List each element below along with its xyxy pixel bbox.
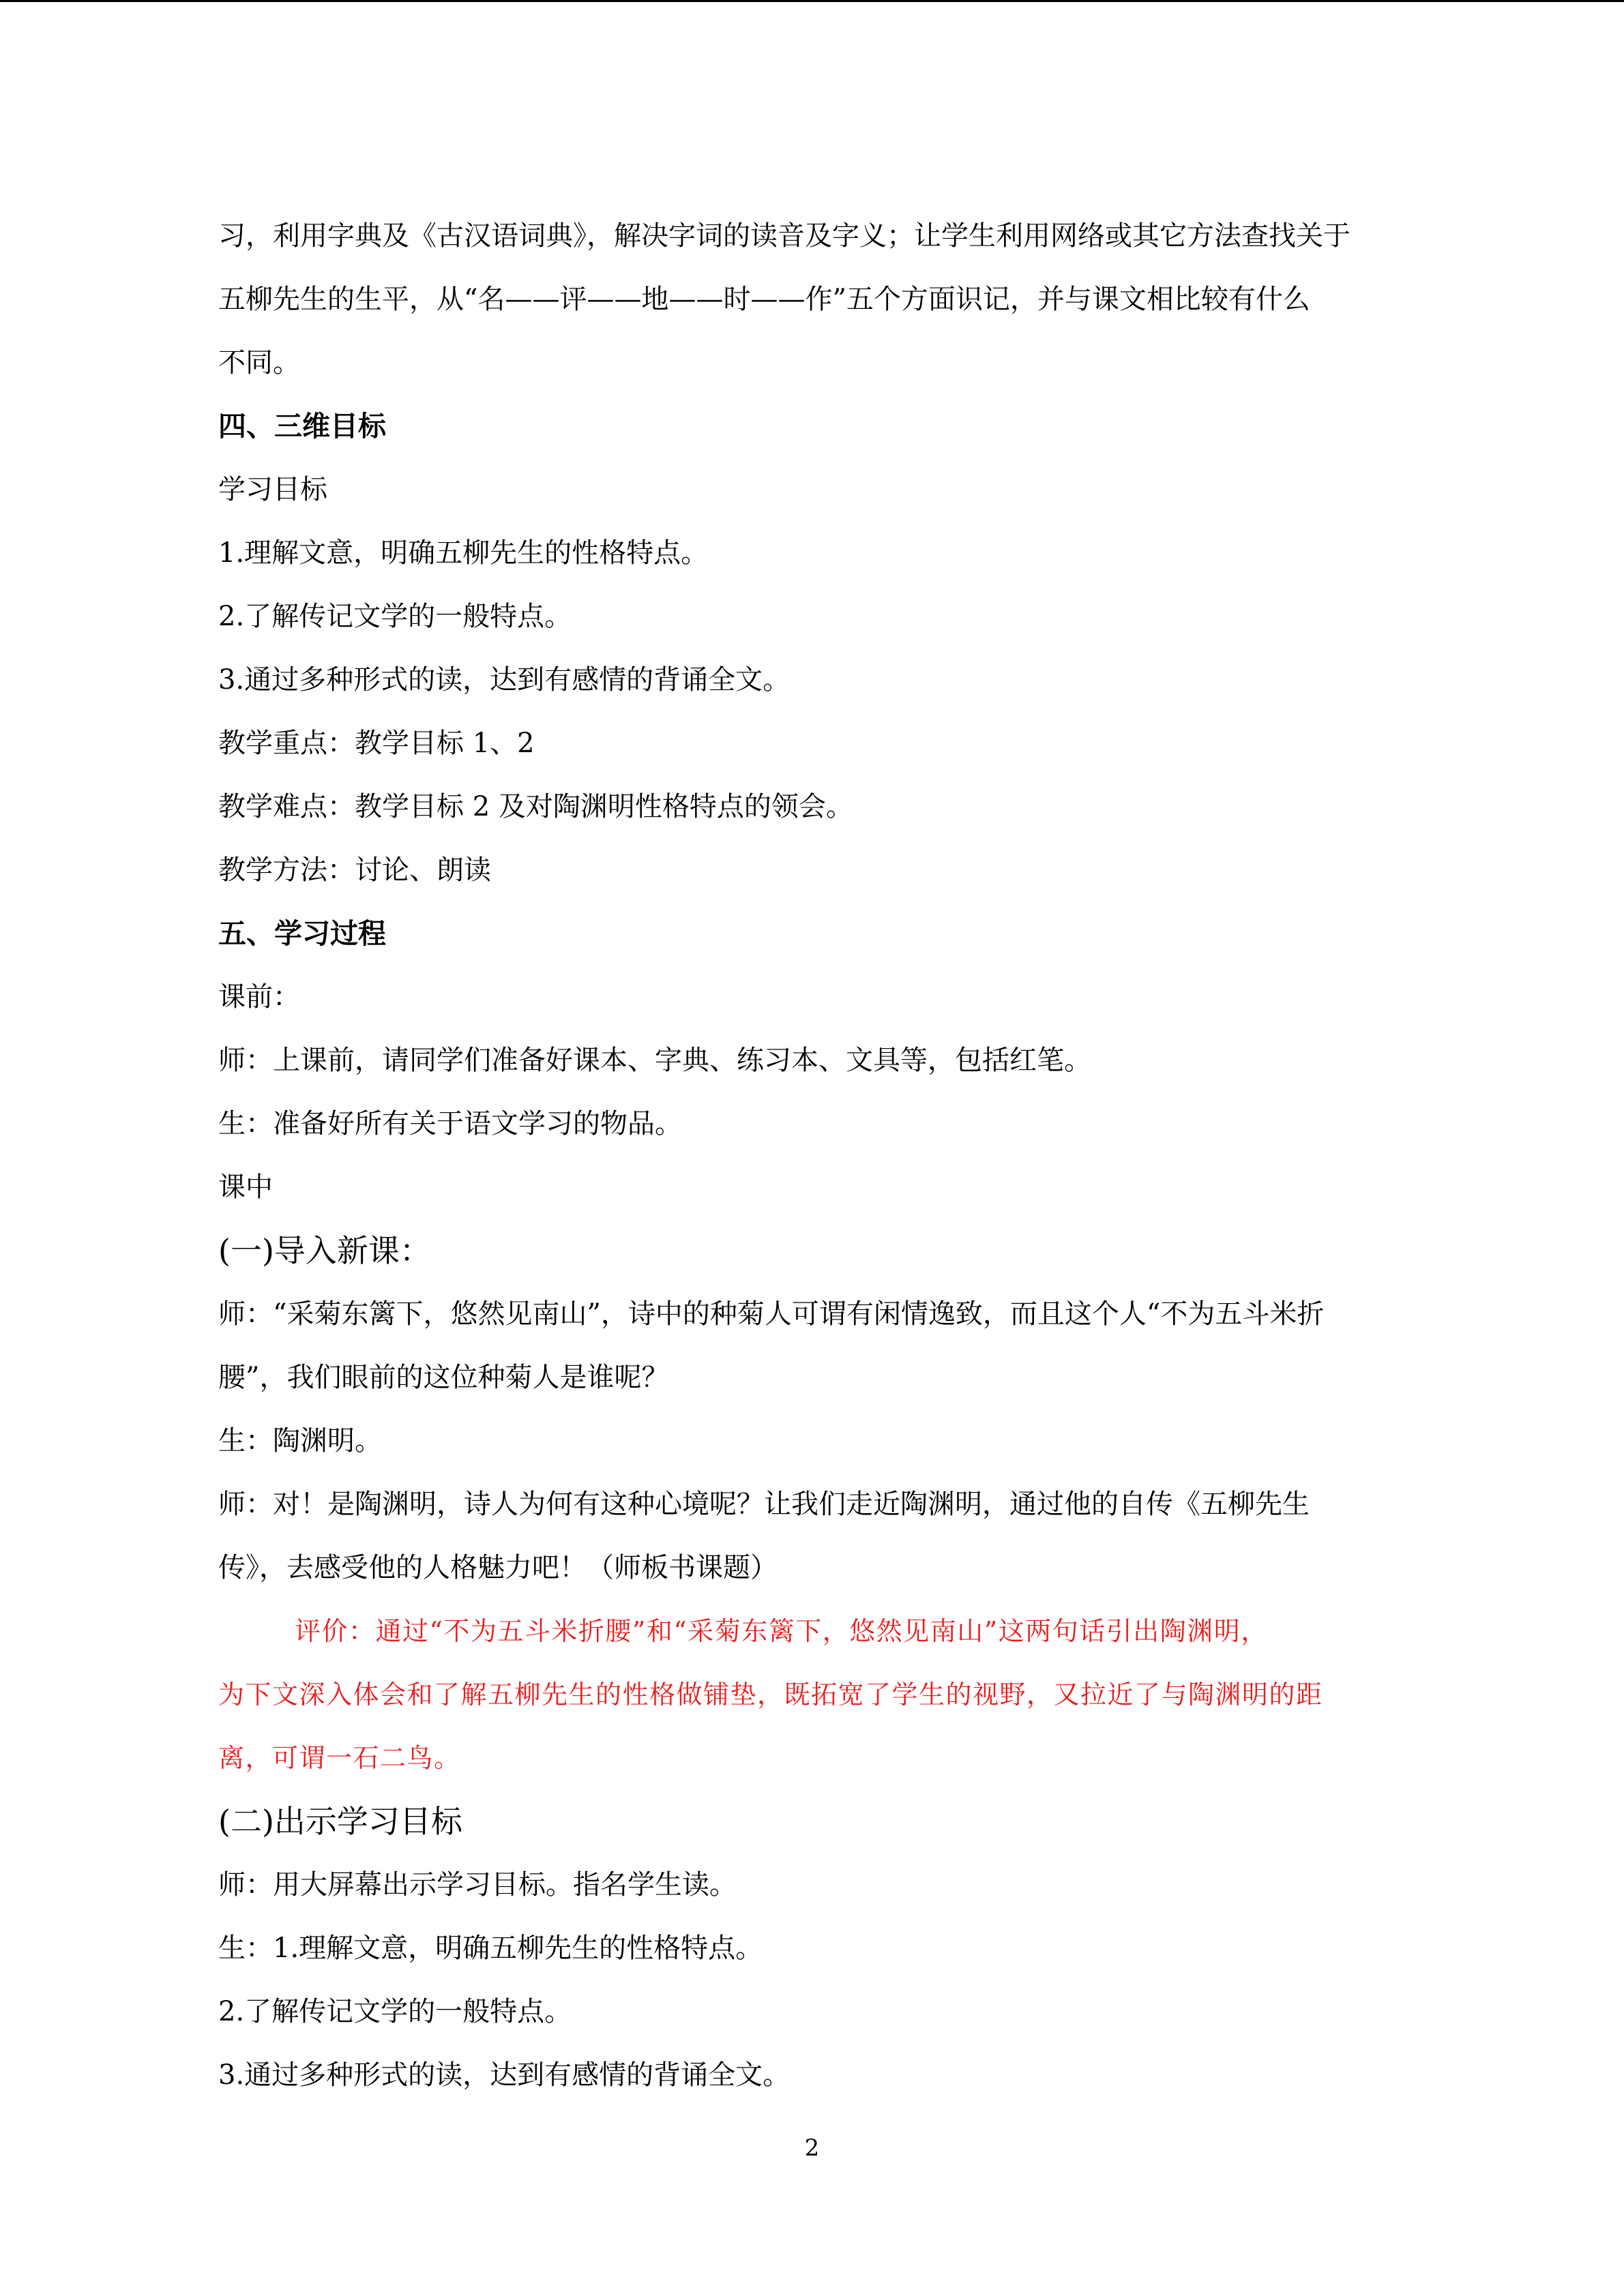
goal-display-line: 生：1.理解文意，明确五柳先生的性格特点。 [218, 1933, 763, 1964]
part2-heading: (二)出示学习目标 [218, 1803, 462, 1840]
section-heading-process: 五、学习过程 [218, 917, 386, 950]
learning-goals-subtitle: 学习目标 [218, 474, 327, 505]
evaluation-comment-line: 为下文深入体会和了解五柳先生的性格做铺垫，既拓宽了学生的视野，又拉近了与陶渊明的距 [218, 1680, 1323, 1710]
dialogue-line: 生：陶渊明。 [218, 1425, 382, 1457]
evaluation-comment-line: 评价：通过“不为五斗米折腰”和“采菊东篱下，悠然见南山”这两句话引出陶渊明， [295, 1616, 1268, 1646]
teaching-difficulty: 教学难点：教学目标 2 及对陶渊明性格特点的领会。 [218, 791, 853, 822]
part1-heading: (一)导入新课： [218, 1232, 431, 1269]
goal-item-2: 2.了解传记文学的一般特点。 [218, 601, 572, 632]
intro-line-3: 不同。 [218, 347, 300, 378]
page-number: 2 [804, 2134, 820, 2162]
teaching-method: 教学方法：讨论、朗读 [218, 854, 491, 886]
goal-display-line: 2.了解传记文学的一般特点。 [218, 1996, 572, 2027]
top-border-rule [0, 0, 1624, 2]
document-body [218, 205, 1412, 2107]
intro-line-1: 习，利用字典及《古汉语词典》，解决字词的读音及字义；让学生利用网络或其它方法查找关于 [218, 220, 1350, 252]
teaching-key-point: 教学重点：教学目标 1、2 [218, 728, 535, 759]
goal-item-1: 1.理解文意，明确五柳先生的性格特点。 [218, 537, 709, 569]
dialogue-line: 师：“采菊东篱下，悠然见南山”，诗中的种菊人可谓有闲情逸致，而且这个人“不为五斗米折 [218, 1298, 1325, 1330]
teacher-prep-line: 师：上课前，请同学们准备好课本、字典、练习本、文具等，包括红笔。 [218, 1045, 1091, 1076]
in-class-label: 课中 [218, 1172, 273, 1203]
student-prep-line: 生：准备好所有关于语文学习的物品。 [218, 1108, 682, 1139]
evaluation-comment-line: 离，可谓一石二鸟。 [218, 1743, 461, 1773]
goal-display-line: 3.通过多种形式的读，达到有感情的背诵全文。 [218, 2059, 791, 2091]
goal-item-3: 3.通过多种形式的读，达到有感情的背诵全文。 [218, 664, 791, 696]
section-heading-objectives: 四、三维目标 [218, 410, 386, 443]
dialogue-line: 腰”，我们眼前的这位种菊人是谁呢？ [218, 1362, 669, 1393]
intro-line-2: 五柳先生的生平，从“名——评——地——时——作”五个方面识记，并与课文相比较有什么 [218, 284, 1310, 315]
dialogue-line: 传》，去感受他的人格魅力吧！（师板书课题） [218, 1552, 778, 1583]
dialogue-line: 师：对！是陶渊明，诗人为何有这种心境呢？让我们走近陶渊明，通过他的自传《五柳先生 [218, 1489, 1310, 1520]
before-class-label: 课前： [218, 981, 300, 1013]
goal-display-line: 师：用大屏幕出示学习目标。指名学生读。 [218, 1869, 737, 1900]
